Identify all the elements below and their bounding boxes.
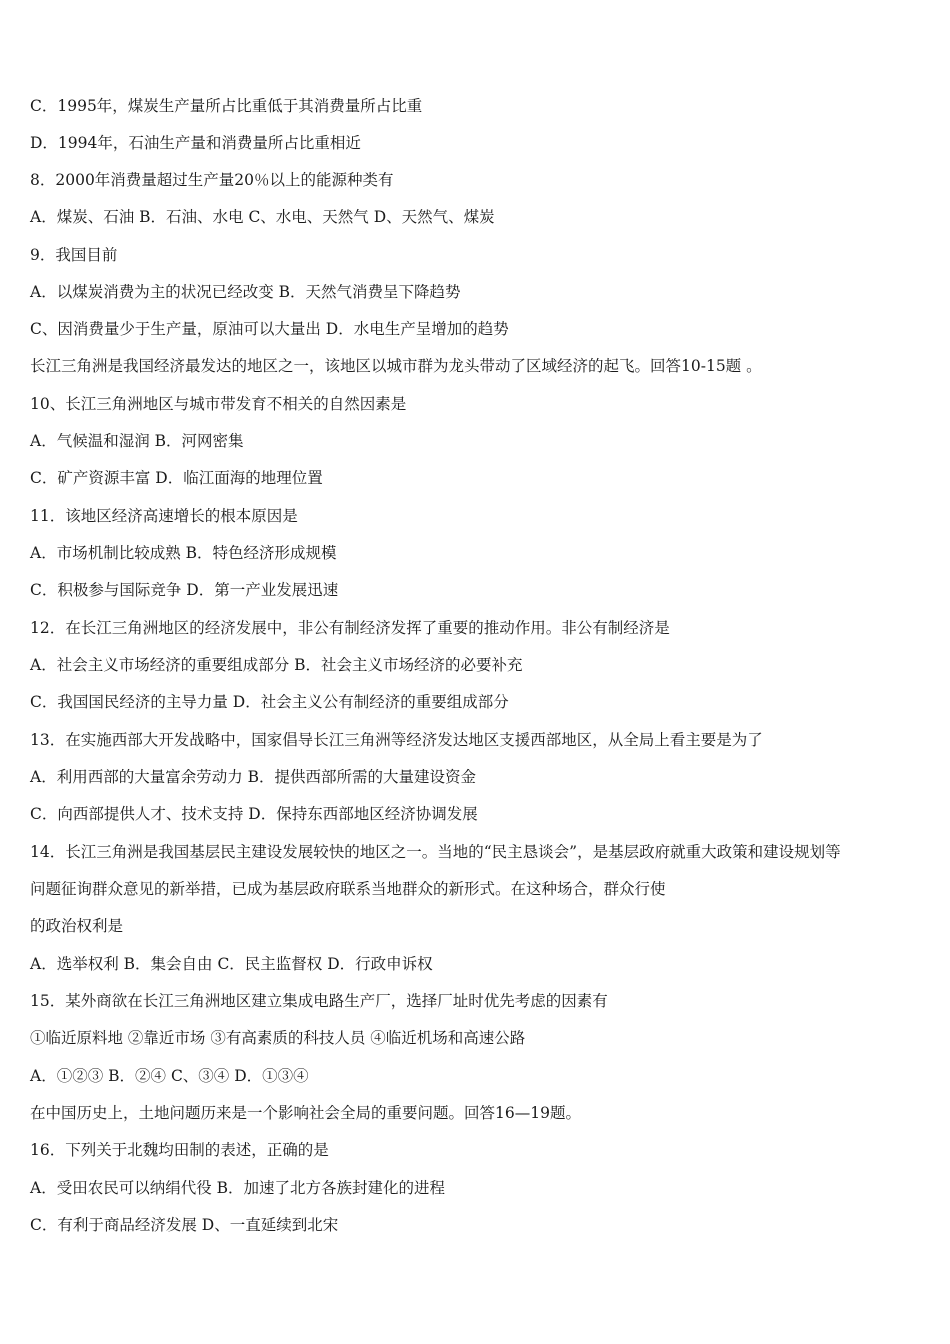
text-line: 16．下列关于北魏均田制的表述，正确的是 bbox=[30, 1141, 329, 1159]
text-line: 13．在实施西部大开发战略中，国家倡导长江三角洲等经济发达地区支援西部地区，从全局上看主要是为了 bbox=[30, 731, 763, 749]
text-line: 14．长江三角洲是我国基层民主建设发展较快的地区之一。当地的“民主恳谈会”，是基层政府就重大政策和建设规划等 bbox=[30, 843, 841, 861]
text-line: 12．在长江三角洲地区的经济发展中，非公有制经济发挥了重要的推动作用。非公有制经济是 bbox=[30, 619, 670, 637]
text-line: 问题征询群众意见的新举措，已成为基层政府联系当地群众的新形式。在这种场合，群众行使 bbox=[30, 880, 666, 898]
text-line: A．受田农民可以纳绢代役 B．加速了北方各族封建化的进程 bbox=[30, 1179, 446, 1197]
text-line: A．①②③ B．②④ C、③④ D．①③④ bbox=[30, 1067, 309, 1085]
text-line: C．矿产资源丰富 D．临江面海的地理位置 bbox=[30, 469, 323, 487]
text-line: C．向西部提供人才、技术支持 D．保持东西部地区经济协调发展 bbox=[30, 805, 478, 823]
text-line: C．1995年，煤炭生产量所占比重低于其消费量所占比重 bbox=[30, 97, 423, 115]
text-line: D．1994年，石油生产量和消费量所占比重相近 bbox=[30, 134, 361, 152]
text-line: A．选举权利 B．集会自由 C．民主监督权 D．行政申诉权 bbox=[30, 955, 433, 973]
text-line: 9．我国目前 bbox=[30, 246, 118, 264]
text-line: A．煤炭、石油 B．石油、水电 C、水电、天然气 D、天然气、煤炭 bbox=[30, 208, 495, 226]
text-line: C、因消费量少于生产量，原油可以大量出 D．水电生产呈增加的趋势 bbox=[30, 320, 509, 338]
text-line: A．社会主义市场经济的重要组成部分 B．社会主义市场经济的必要补充 bbox=[30, 656, 523, 674]
text-line: A．气候温和湿润 B．河网密集 bbox=[30, 432, 244, 450]
text-line: A．以煤炭消费为主的状况已经改变 B．天然气消费呈下降趋势 bbox=[30, 283, 461, 301]
text-line: ①临近原料地 ②靠近市场 ③有高素质的科技人员 ④临近机场和高速公路 bbox=[30, 1029, 526, 1047]
text-line: 10、长江三角洲地区与城市带发育不相关的自然因素是 bbox=[30, 395, 407, 413]
text-line: 的政治权利是 bbox=[30, 917, 124, 935]
text-line: C．我国国民经济的主导力量 D．社会主义公有制经济的重要组成部分 bbox=[30, 693, 509, 711]
text-line: 11．该地区经济高速增长的根本原因是 bbox=[30, 507, 298, 525]
text-line: A．利用西部的大量富余劳动力 B．提供西部所需的大量建设资金 bbox=[30, 768, 477, 786]
text-line: 15．某外商欲在长江三角洲地区建立集成电路生产厂，选择厂址时优先考虑的因素有 bbox=[30, 992, 608, 1010]
text-line: 在中国历史上，土地问题历来是一个影响社会全局的重要问题。回答16—19题。 bbox=[30, 1104, 581, 1122]
text-line: 8．2000年消费量超过生产量20％以上的能源种类有 bbox=[30, 171, 394, 189]
text-line: A．市场机制比较成熟 B．特色经济形成规模 bbox=[30, 544, 337, 562]
text-line: C．积极参与国际竞争 D．第一产业发展迅速 bbox=[30, 581, 339, 599]
text-line: 长江三角洲是我国经济最发达的地区之一，该地区以城市群为龙头带动了区域经济的起飞。回答10-15题 。 bbox=[30, 357, 762, 375]
text-line: C．有利于商品经济发展 D、一直延续到北宋 bbox=[30, 1216, 339, 1234]
